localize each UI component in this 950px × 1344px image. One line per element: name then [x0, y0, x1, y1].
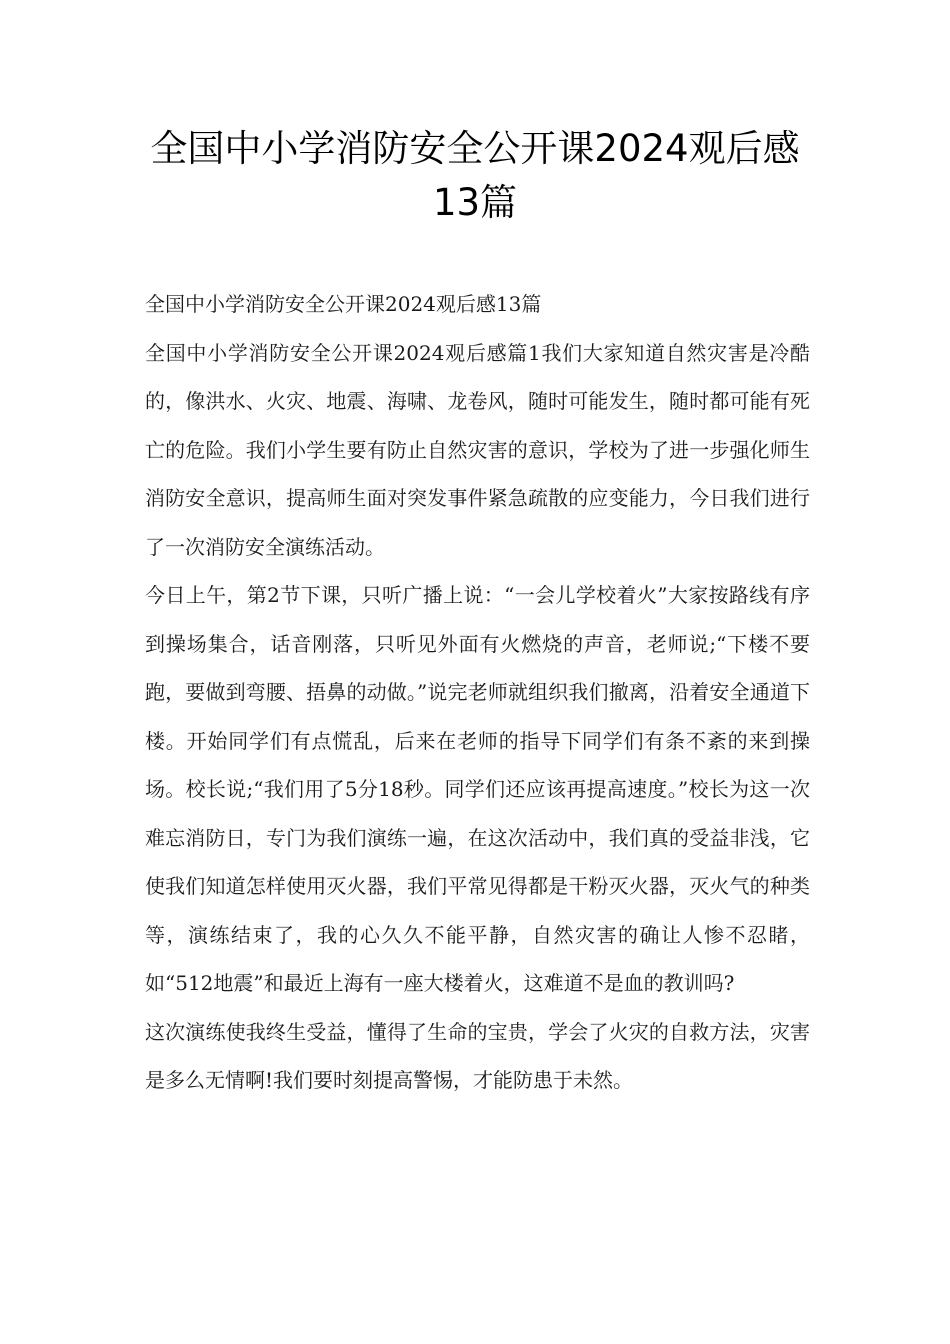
paragraph-2: 今日上午，第2节下课，只听广播上说：“一会儿学校着火”大家按路线有序到操场集合，话音刚落，只听见外面有火燃烧的声音，老师说;“下楼不要跑，要做到弯腰、捂鼻的动做。”说完老师就组织我们撤离，沿着安全通道下楼。开始同学们有点慌乱，后来在老师的指导下同学们有条不紊的来到操场。校长说;“我们用了5分18秒。同学们还应该再提高速度。”校长为这一次难忘消防日，专门为我们演练一遍，在这次活动中，我们真的受益非浅，它使我们知道怎样使用灭火器，我们平常见得都是干粉灭火器，灭火气的种类等，演练结束了，我的心久久不能平静，自然灾害的确让人惨不忍睹，如“512地震”和最近上海有一座大楼着火，这难道不是血的教训吗?: [145, 583, 810, 995]
document-body: [145, 280, 810, 1105]
paragraph-1: 全国中小学消防安全公开课2024观后感篇1我们大家知道自然灾害是冷酷的，像洪水、火灾、地震、海啸、龙卷风，随时可能发生，随时都可能有死亡的危险。我们小学生要有防止自然灾害的意识，学校为了进一步强化师生消防安全意识，提高师生面对突发事件紧急疏散的应变能力，今日我们进行了一次消防安全演练活动。: [145, 340, 810, 559]
paragraph-subtitle: 全国中小学消防安全公开课2024观后感13篇: [145, 292, 542, 316]
document-title: 全国中小学消防安全公开课2024观后感13篇: [150, 127, 800, 224]
paragraph-3: 这次演练使我终生受益，懂得了生命的宝贵，学会了火灾的自救方法，灾害是多么无情啊!我们要时刻提高警惕，才能防患于未然。: [145, 1019, 810, 1092]
